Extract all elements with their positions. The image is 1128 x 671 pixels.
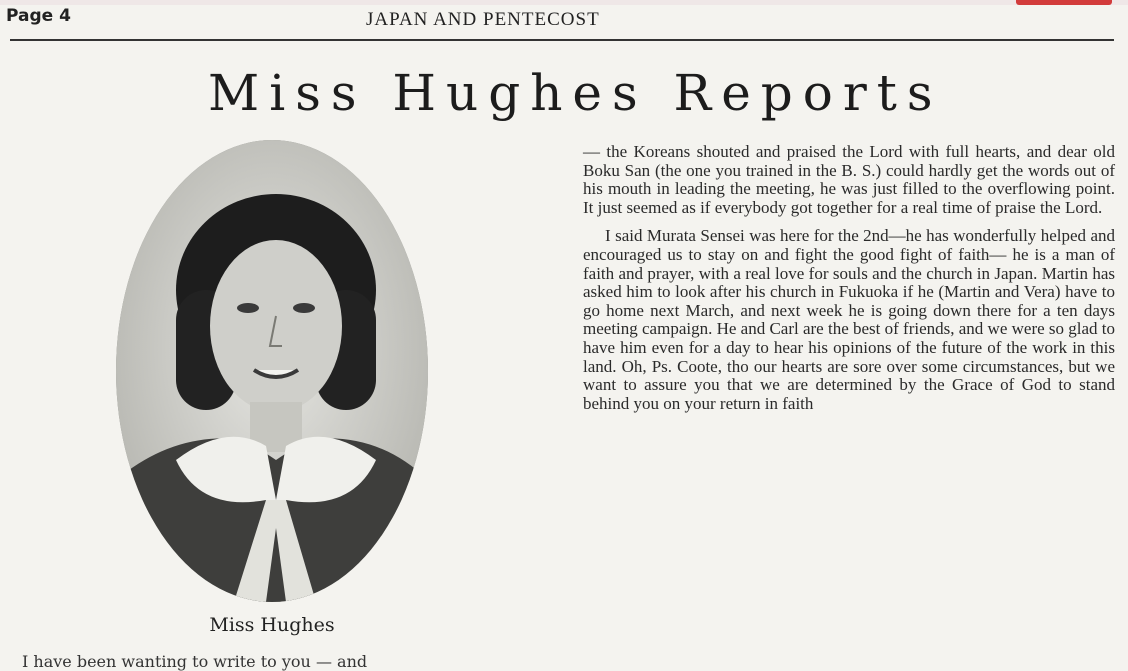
portrait-illustration bbox=[116, 140, 428, 602]
oval-portrait bbox=[116, 140, 428, 602]
page-number: Page 4 bbox=[6, 6, 71, 26]
red-edge-tab bbox=[1016, 0, 1112, 5]
header-rule bbox=[10, 39, 1114, 41]
article-paragraph: I said Murata Sensei was here for the 2nd—he has wonderfully helped and encouraged us to stay on and fight the good fight of faith— he is a man of faith and prayer, with a real love for souls and the church in Japan. Martin has asked him to look after his church in Fukuoka if he (Martin and Vera) have to go home next March, and next week he is going down there for a ten days meeting campaign. He and Carl are the best of friends, and we were so glad to have him even for a day to hear his opinions of the future of the work in this land. Oh, Ps. Coote, tho our hearts are sore over some circumstances, but we want to assure you that we are determined by the Grace of God to stand behind you on your return in faith bbox=[583, 226, 1116, 413]
top-edge-strip bbox=[0, 0, 1128, 5]
portrait-photo bbox=[116, 140, 428, 602]
running-head: JAPAN AND PENTECOST bbox=[366, 9, 600, 30]
article-paragraph: — the Koreans shouted and praised the Lord with full hearts, and dear old Boku San (the one you trained in the B. S.) could hardly get the words out of his mouth in leading the meeting, he was just filled to the overflowing point. It just seemed as if everybody got together for a real time of praise the Lord. bbox=[583, 142, 1115, 217]
left-column-text-fragment: I have been wanting to write to you — and bbox=[22, 652, 368, 671]
photo-caption: Miss Hughes bbox=[209, 614, 335, 636]
article-title: Miss Hughes Reports bbox=[208, 64, 943, 122]
article-right-column bbox=[583, 143, 1115, 413]
